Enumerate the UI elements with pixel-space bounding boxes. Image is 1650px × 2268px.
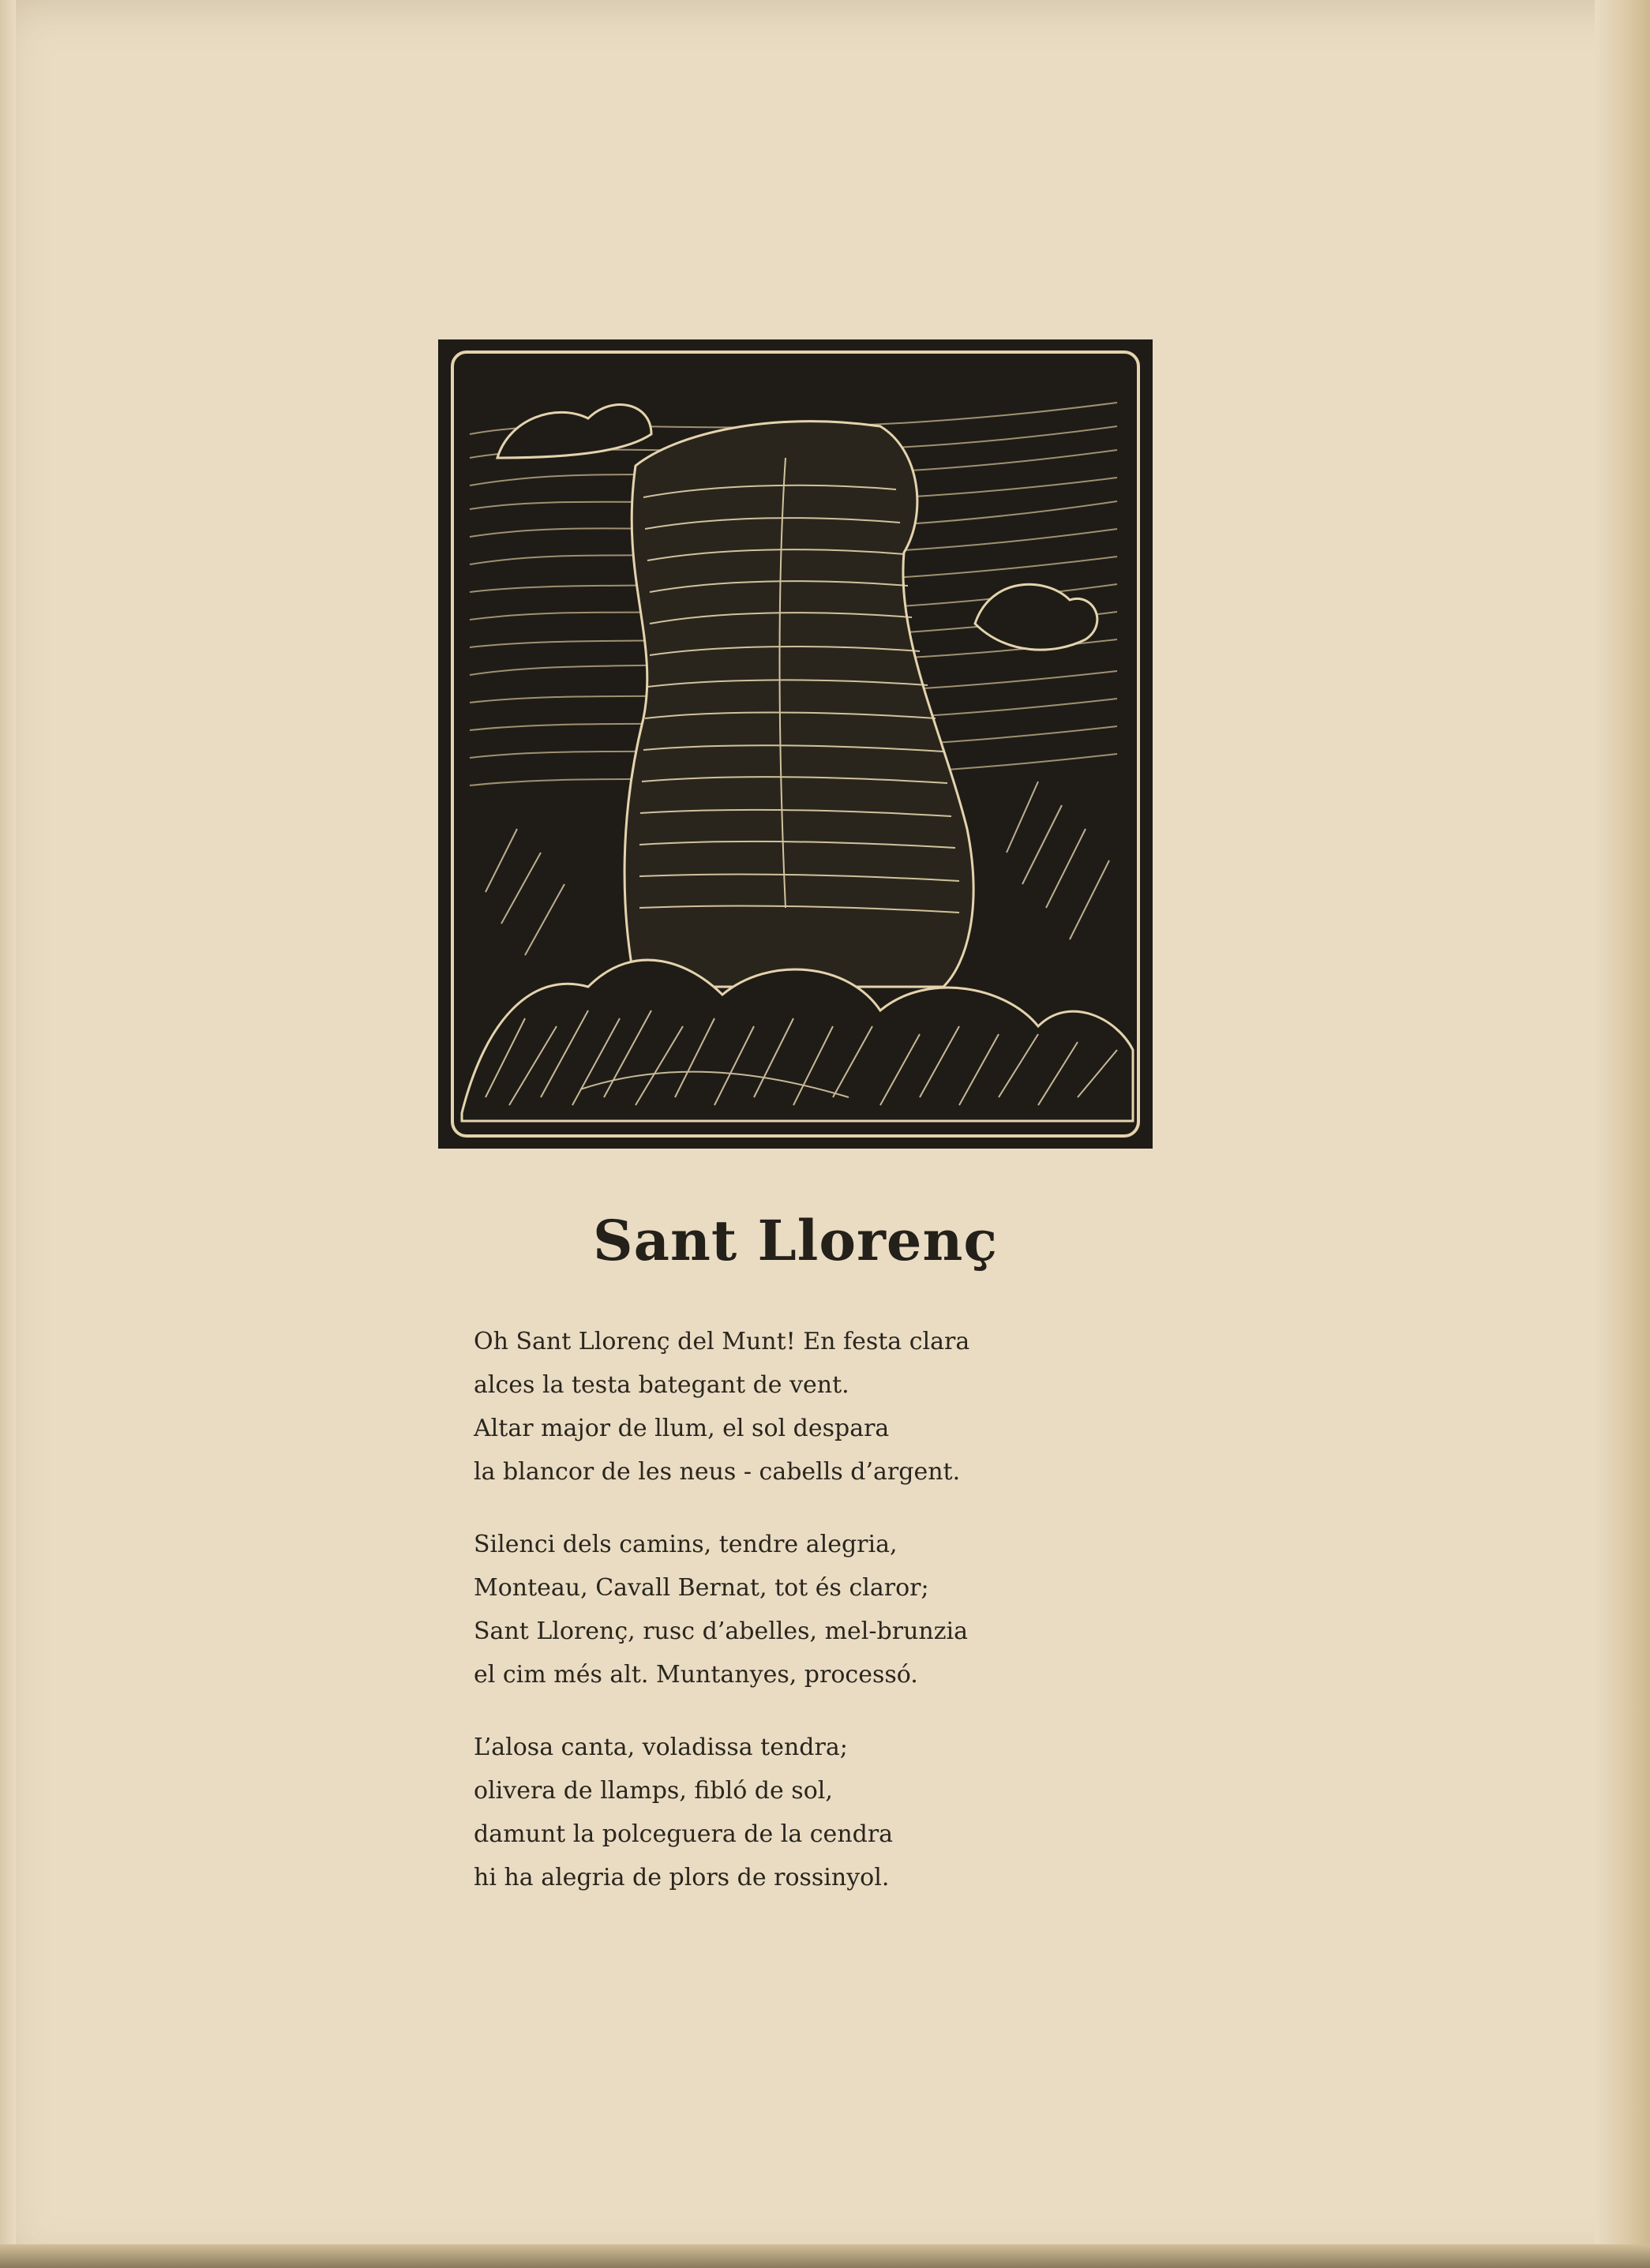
binding-edge <box>0 0 16 2268</box>
poem-line: olivera de llamps, fibló de sol, <box>474 1777 833 1805</box>
stanza <box>474 1523 1105 1696</box>
poem-line: hi ha alegria de plors de rossinyol. <box>474 1864 890 1891</box>
poem-line: Monteau, Cavall Bernat, tot és claror; <box>474 1574 929 1602</box>
page-right-edge <box>1595 0 1650 2268</box>
poem-line: Silenci dels camins, tendre alegria, <box>474 1531 898 1558</box>
page-bottom-edge <box>0 2244 1650 2268</box>
poem-line: damunt la polceguera de la cendra <box>474 1820 894 1848</box>
poem-line: L’alosa canta, voladissa tendra; <box>474 1734 848 1761</box>
poem-line: la blancor de les neus - cabells d’argent. <box>474 1458 961 1486</box>
stanza <box>474 1726 1105 1899</box>
poem-line: Oh Sant Llorenç del Munt! En festa clara <box>474 1328 970 1355</box>
woodcut-image <box>438 339 1153 1149</box>
stanza <box>474 1320 1105 1494</box>
poem-line: Sant Llorenç, rusc d’abelles, mel-brunzia <box>474 1618 969 1645</box>
poem-line: alces la testa bategant de vent. <box>474 1371 849 1399</box>
poem-title: Sant Llorenç <box>593 1208 998 1273</box>
poem-line: el cim més alt. Muntanyes, processó. <box>474 1661 918 1689</box>
poem-body <box>474 1320 1105 1929</box>
poem-line: Altar major de llum, el sol despara <box>474 1415 890 1442</box>
woodcut-illustration <box>438 339 1153 1149</box>
